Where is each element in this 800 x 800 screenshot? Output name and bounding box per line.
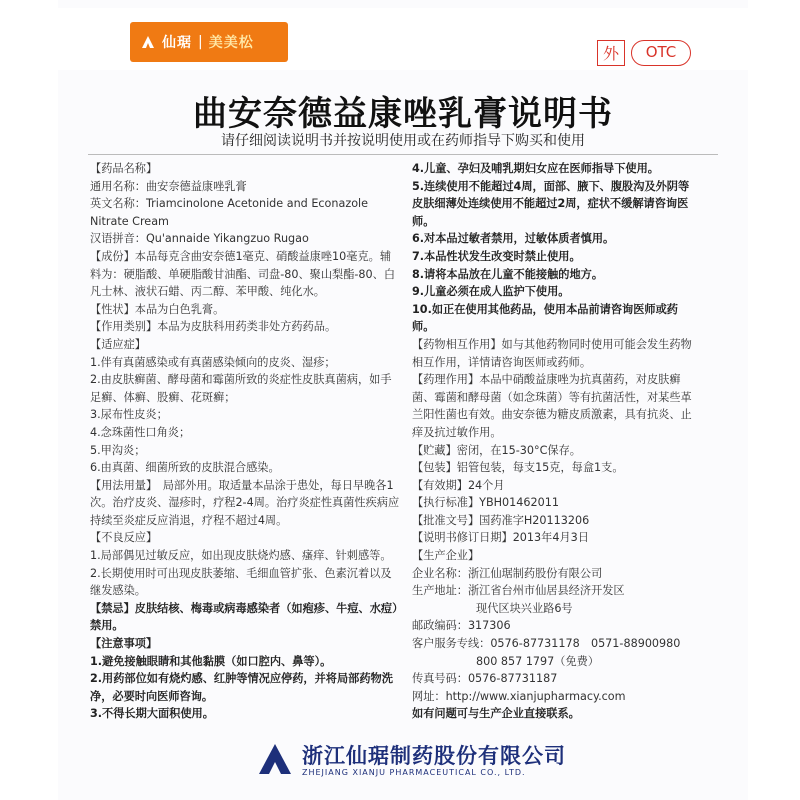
footer-company-en: ZHEJIANG XIANJU PHARMACEUTICAL CO., LTD. <box>302 768 526 777</box>
brand-product-name: 美美松 <box>208 35 254 51</box>
note-item: 2.用药部位如有烧灼感、红肿等情况应停药，并将局部药物洗净，必要时向医师咨询。 <box>90 672 393 703</box>
section-pharmacology: 【药理作用】本品中硝酸益康唑为抗真菌药，对皮肤癣菌、霉菌和酵母菌（如念珠菌）等有抗菌活性，对某些革兰阳性菌也有效。曲安奈德为糖皮质激素，具有抗炎、止痒及抗过敏作用。 <box>412 373 692 439</box>
brand-company-name: 仙琚 <box>162 35 192 51</box>
brand-separator: | <box>198 34 203 50</box>
indication-item: 3.尿布性皮炎； <box>90 408 168 422</box>
fax-number: 传真号码：0576-87731187 <box>412 672 558 686</box>
otc-badge: OTC <box>631 40 691 66</box>
manufacturer-name: 企业名称：浙江仙琚制药股份有限公司 <box>412 566 603 580</box>
adverse-item: 2.长期使用时可出现皮肤萎缩、毛细血管扩张、色素沉着以及继发感染。 <box>90 566 392 598</box>
note-item: 6.对本品过敏者禁用，过敏体质者慎用。 <box>412 232 615 246</box>
indication-item: 2.由皮肤癣菌、酵母菌和霉菌所致的炎症性皮肤真菌病，如手足癣、体癣、股癣、花斑癣； <box>90 373 392 404</box>
footer <box>58 734 748 784</box>
service-hotline: 客户服务专线：0576-87731178 0571-88900980 <box>412 637 681 651</box>
indication-item: 5.甲沟炎； <box>90 443 146 457</box>
service-hotline-free: 800 857 1797（免费） <box>476 654 600 668</box>
manufacturer-address: 生产地址：浙江省台州市仙居县经济开发区 <box>412 584 625 598</box>
section-manufacturer-header: 【生产企业】 <box>412 549 480 563</box>
section-interactions: 【药物相互作用】如与其他药物同时使用可能会发生药物相互作用，详情请咨询医师或药师。 <box>412 337 692 369</box>
company-logo-icon <box>256 740 294 778</box>
section-standard: 【执行标准】YBH01462011 <box>412 496 559 510</box>
company-logo-icon <box>140 34 156 50</box>
generic-name: 通用名称：曲安奈德益康唑乳膏 <box>90 179 247 193</box>
note-item: 10.如正在使用其他药品，使用本品前请咨询医师或药师。 <box>412 302 678 334</box>
right-column <box>412 160 694 723</box>
english-name-line2: Nitrate Cream <box>90 214 169 228</box>
indication-item: 4.念珠菌性口角炎； <box>90 425 191 439</box>
note-item: 5.连续使用不能超过4周，面部、腋下、腹股沟及外阴等皮肤细薄处连续使用不能超过2周，症状不缓解请咨询医师。 <box>412 179 690 228</box>
page-title: 曲安奈德益康唑乳膏说明书 <box>193 94 613 134</box>
note-item: 9.儿童必须在成人监护下使用。 <box>412 285 570 299</box>
section-contraindications: 【禁忌】皮肤结核、梅毒或病毒感染者（如疱疹、牛痘、水痘）禁用。 <box>90 601 398 633</box>
section-notes-header: 【注意事项】 <box>90 637 158 651</box>
contact-note: 如有问题可与生产企业直接联系。 <box>412 707 580 721</box>
note-item: 8.请将本品放在儿童不能接触的地方。 <box>412 267 604 281</box>
adverse-item: 1.局部偶见过敏反应，如出现皮肤烧灼感、瘙痒、针刺感等。 <box>90 549 392 563</box>
section-adverse-header: 【不良反应】 <box>90 531 158 545</box>
website: 网址：http://www.xianjupharmacy.com <box>412 689 626 703</box>
section-drug-name-header: 【药品名称】 <box>90 162 158 175</box>
left-column <box>90 160 400 723</box>
indication-item: 6.由真菌、细菌所致的皮肤混合感染。 <box>90 461 280 475</box>
section-usage: 【用法用量】 局部外用。取适量本品涂于患处，每日早晚各1次。治疗皮炎、湿疹时，疗程2-4周。治疗炎症性真菌性疾病应持续至炎症反应消退，疗程不超过4周。 <box>90 478 400 527</box>
section-approval: 【批准文号】国药准字H20113206 <box>412 513 590 527</box>
pinyin-name: 汉语拼音：Qu'annaide Yikangzuo Rugao <box>90 232 309 246</box>
note-item: 7.本品性状发生改变时禁止使用。 <box>412 249 581 263</box>
english-name-line1: 英文名称：Triamcinolone Acetonide and Econazole <box>90 197 369 211</box>
section-character: 【性状】本品为白色乳膏。 <box>90 302 225 316</box>
note-item: 4.儿童、孕妇及哺乳期妇女应在医师指导下使用。 <box>412 162 659 175</box>
section-storage: 【贮藏】密闭，在15-30°C保存。 <box>412 443 581 457</box>
section-package: 【包装】铝管包装，每支15克，每盒1支。 <box>412 461 624 475</box>
indication-item: 1.伴有真菌感染或有真菌感染倾向的皮炎、湿疹； <box>90 355 336 369</box>
brand-banner <box>130 22 288 62</box>
manufacturer-address-cont: 现代区块兴业路6号 <box>476 601 573 615</box>
section-category: 【作用类别】本品为皮肤科用药类非处方药药品。 <box>90 320 337 334</box>
section-validity: 【有效期】24个月 <box>412 478 505 492</box>
title-divider <box>88 154 718 155</box>
section-indications-header: 【适应症】 <box>90 337 146 351</box>
note-item: 1.避免接触眼睛和其他黏膜（如口腔内、鼻等）。 <box>90 654 332 668</box>
external-use-badge: 外 <box>597 40 625 66</box>
page-subtitle: 请仔细阅读说明书并按说明使用或在药师指导下购买和使用 <box>221 133 585 149</box>
section-revised-date: 【说明书修订日期】2013年4月3日 <box>412 531 589 545</box>
footer-company-cn: 浙江仙琚制药股份有限公司 <box>302 744 566 768</box>
postcode: 邮政编码：317306 <box>412 619 511 633</box>
section-ingredients: 【成份】本品每克含曲安奈德1毫克、硝酸益康唑10毫克。辅料为：硬脂酸、单硬脂酸甘油酯、司盘-80、聚山梨酯-80、白凡士林、液状石蜡、丙二醇、苯甲酸、纯化水。 <box>90 249 396 299</box>
note-item: 3.不得长期大面积使用。 <box>90 707 214 721</box>
